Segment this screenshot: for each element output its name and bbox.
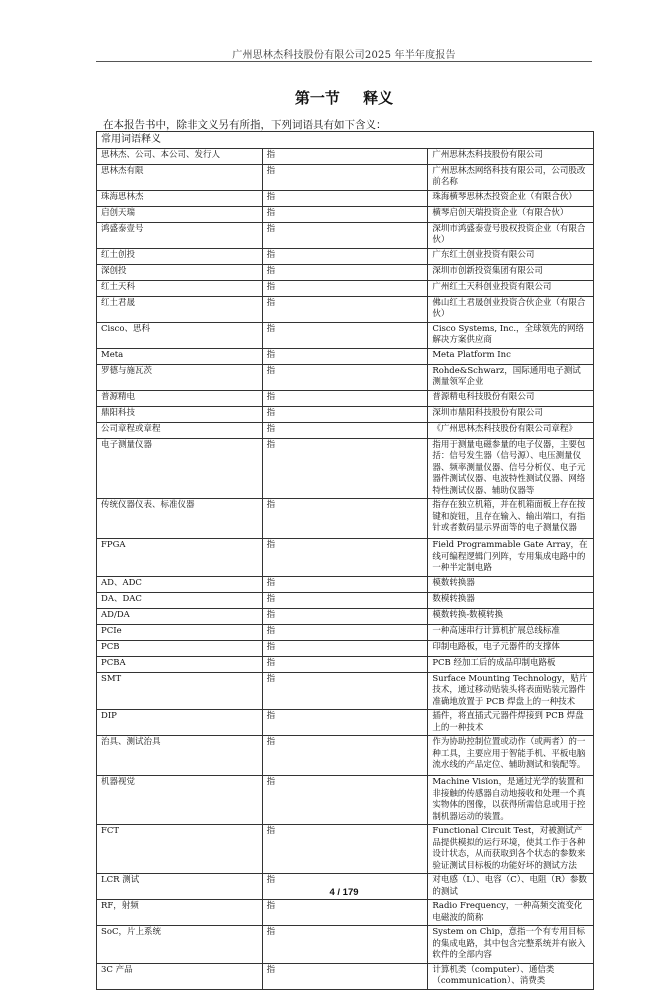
glossary-term: 传统仪器仪表、标准仪器 [97, 499, 263, 539]
glossary-row [97, 926, 594, 964]
glossary-ref: 指 [262, 608, 428, 624]
glossary-ref: 指 [262, 656, 428, 672]
glossary-ref: 指 [262, 624, 428, 640]
page-number: 4 / 179 [329, 887, 359, 898]
glossary-ref: 指 [262, 348, 428, 364]
glossary-ref: 指 [262, 576, 428, 592]
glossary-term: FCT [97, 825, 263, 874]
glossary-definition: 指存在独立机箱，并在机箱面板上存在按键和旋钮，且存在输入、输出端口，有指针或者数码显示界面等的电子测量仪器 [428, 499, 594, 539]
glossary-definition: 指用于测量电磁参量的电子仪器，主要包括：信号发生器（信号源）、电压测量仪器、频率测量仪器、信号分析仪、电子元器件测试仪器、电波特性测试仪器、网络特性测试仪器、辅助仪器等 [428, 438, 594, 499]
section-title: 第一节 释义 [294, 89, 394, 107]
glossary-row [97, 825, 594, 874]
glossary-row [97, 710, 594, 736]
glossary-term: AD、ADC [97, 576, 263, 592]
glossary-row [97, 438, 594, 499]
glossary-ref: 指 [262, 280, 428, 296]
glossary-definition: 模数转换器 [428, 576, 594, 592]
glossary-definition: 佛山红土君晟创业投资合伙企业（有限合伙） [428, 296, 594, 322]
glossary-row [97, 422, 594, 438]
glossary-row [97, 348, 594, 364]
glossary-row [97, 206, 594, 222]
glossary-row [97, 248, 594, 264]
glossary-term: 思林杰有限 [97, 164, 263, 190]
glossary-row [97, 539, 594, 577]
glossary-ref: 指 [262, 710, 428, 736]
glossary-row [97, 222, 594, 248]
glossary-ref: 指 [262, 222, 428, 248]
glossary-definition: 深圳市鼎阳科技股份有限公司 [428, 406, 594, 422]
glossary-term: 深创投 [97, 264, 263, 280]
glossary-term: 罗德与施瓦茨 [97, 364, 263, 390]
glossary-definition: PCB 经加工后的成品印制电路板 [428, 656, 594, 672]
glossary-definition: Machine Vision，是通过光学的装置和非接触的传感器自动地接收和处理一个真实物体的图像，以获得所需信息或用于控制机器运动的装置。 [428, 776, 594, 825]
glossary-term: DA、DAC [97, 592, 263, 608]
glossary-term: 红土创投 [97, 248, 263, 264]
glossary-row [97, 280, 594, 296]
glossary-row [97, 776, 594, 825]
glossary-ref: 指 [262, 248, 428, 264]
glossary-row [97, 148, 594, 164]
glossary-ref: 指 [262, 364, 428, 390]
glossary-row [97, 406, 594, 422]
glossary-definition: 深圳市鸿盛泰壹号股权投资企业（有限合伙） [428, 222, 594, 248]
glossary-definition: System on Chip，意指一个有专用目标的集成电路，其中包含完整系统并有嵌入软件的全部内容 [428, 926, 594, 964]
glossary-table-header-row [97, 132, 594, 149]
glossary-table-header: 常用词语释义 [97, 132, 594, 149]
glossary-term: PCB [97, 640, 263, 656]
intro-text: 在本报告书中，除非文义另有所指，下列词语具有如下含义： [103, 119, 387, 131]
glossary-ref: 指 [262, 926, 428, 964]
glossary-term: 红土天科 [97, 280, 263, 296]
glossary-ref: 指 [262, 825, 428, 874]
glossary-term: Cisco、思科 [97, 322, 263, 348]
glossary-ref: 指 [262, 322, 428, 348]
glossary-term: AD/DA [97, 608, 263, 624]
glossary-term: 电子测量仪器 [97, 438, 263, 499]
glossary-term: 普源精电 [97, 390, 263, 406]
glossary-term: FPGA [97, 539, 263, 577]
glossary-ref: 指 [262, 296, 428, 322]
glossary-row [97, 364, 594, 390]
header-divider [96, 61, 592, 62]
glossary-row [97, 164, 594, 190]
glossary-ref: 指 [262, 264, 428, 280]
glossary-ref: 指 [262, 206, 428, 222]
glossary-row [97, 656, 594, 672]
glossary-definition: 印制电路板，电子元器件的支撑体 [428, 640, 594, 656]
glossary-term: 机器视觉 [97, 776, 263, 825]
glossary-ref: 指 [262, 672, 428, 710]
glossary-ref: 指 [262, 406, 428, 422]
glossary-row [97, 499, 594, 539]
glossary-definition: 数模转换器 [428, 592, 594, 608]
glossary-definition: 广州思林杰网络科技有限公司，公司股改前名称 [428, 164, 594, 190]
glossary-definition: 计算机类（computer）、通信类（communication）、消费类 [428, 963, 594, 989]
glossary-term: 3C 产品 [97, 963, 263, 989]
glossary-ref: 指 [262, 499, 428, 539]
glossary-definition: 普源精电科技股份有限公司 [428, 390, 594, 406]
glossary-row [97, 390, 594, 406]
glossary-term: RF，射频 [97, 900, 263, 926]
glossary-row [97, 322, 594, 348]
glossary-term: 鼎阳科技 [97, 406, 263, 422]
glossary-ref: 指 [262, 874, 428, 900]
glossary-row [97, 736, 594, 776]
glossary-row [97, 190, 594, 206]
glossary-row [97, 672, 594, 710]
glossary-definition: Functional Circuit Test，对被测试产品提供模拟的运行环境，使其工作于各种设计状态，从而获取到各个状态的参数来验证测试目标板的功能好坏的测试方法 [428, 825, 594, 874]
glossary-ref: 指 [262, 592, 428, 608]
glossary-ref: 指 [262, 190, 428, 206]
glossary-row [97, 963, 594, 989]
glossary-definition: 一种高速串行计算机扩展总线标准 [428, 624, 594, 640]
glossary-definition: 模数转换-数模转换 [428, 608, 594, 624]
glossary-definition: Cisco Systems, Inc.，全球领先的网络解决方案供应商 [428, 322, 594, 348]
glossary-term: PCBA [97, 656, 263, 672]
glossary-ref: 指 [262, 736, 428, 776]
glossary-term: 思林杰、公司、本公司、发行人 [97, 148, 263, 164]
glossary-ref: 指 [262, 422, 428, 438]
glossary-ref: 指 [262, 900, 428, 926]
glossary-row [97, 640, 594, 656]
glossary-definition: Rohde&Schwarz，国际通用电子测试测量领军企业 [428, 364, 594, 390]
glossary-term: SMT [97, 672, 263, 710]
glossary-ref: 指 [262, 438, 428, 499]
glossary-definition: 插件，将直插式元器件焊接到 PCB 焊盘上的一种技术 [428, 710, 594, 736]
glossary-term: PCIe [97, 624, 263, 640]
glossary-ref: 指 [262, 776, 428, 825]
glossary-term: LCR 测试 [97, 874, 263, 900]
glossary-definition: Field Programmable Gate Array，在线可编程逻辑门列阵，专用集成电路中的一种半定制电路 [428, 539, 594, 577]
glossary-row [97, 624, 594, 640]
glossary-definition: Surface Mounting Technology，贴片技术，通过移动贴装头将表面贴装元器件准确地放置于 PCB 焊盘上的一种技术 [428, 672, 594, 710]
glossary-row [97, 296, 594, 322]
glossary-row [97, 264, 594, 280]
glossary-row [97, 592, 594, 608]
glossary-ref: 指 [262, 539, 428, 577]
glossary-term: SoC，片上系统 [97, 926, 263, 964]
glossary-ref: 指 [262, 164, 428, 190]
glossary-term: 鸿盛泰壹号 [97, 222, 263, 248]
glossary-definition: 广州思林杰科技股份有限公司 [428, 148, 594, 164]
glossary-definition: 珠海横琴思林杰投资企业（有限合伙） [428, 190, 594, 206]
glossary-definition: Radio Frequency，一种高频交流变化电磁波的简称 [428, 900, 594, 926]
glossary-row [97, 608, 594, 624]
glossary-definition: 对电感（L）、电容（C）、电阻（R）参数的测试 [428, 874, 594, 900]
glossary-term: 公司章程或章程 [97, 422, 263, 438]
glossary-definition: 横琴启创天瑞投资企业（有限合伙） [428, 206, 594, 222]
glossary-row [97, 576, 594, 592]
glossary-term: Meta [97, 348, 263, 364]
glossary-ref: 指 [262, 390, 428, 406]
glossary-term: DIP [97, 710, 263, 736]
glossary-term: 红土君晟 [97, 296, 263, 322]
glossary-term: 珠海思林杰 [97, 190, 263, 206]
glossary-definition: 广东红土创业投资有限公司 [428, 248, 594, 264]
glossary-definition: 《广州思林杰科技股份有限公司章程》 [428, 422, 594, 438]
report-header: 广州思林杰科技股份有限公司2025 年半年度报告 [232, 50, 456, 61]
glossary-row [97, 900, 594, 926]
glossary-definition: 广州红土天科创业投资有限公司 [428, 280, 594, 296]
glossary-table [96, 131, 594, 990]
glossary-ref: 指 [262, 963, 428, 989]
glossary-ref: 指 [262, 148, 428, 164]
glossary-ref: 指 [262, 640, 428, 656]
glossary-term: 治具、测试治具 [97, 736, 263, 776]
glossary-definition: Meta Platform Inc [428, 348, 594, 364]
glossary-definition: 作为协助控制位置或动作（或两者）的一种工具，主要应用于智能手机、平板电脑流水线的产品定位、辅助测试和装配等。 [428, 736, 594, 776]
glossary-definition: 深圳市创新投资集团有限公司 [428, 264, 594, 280]
glossary-term: 启创天瑞 [97, 206, 263, 222]
